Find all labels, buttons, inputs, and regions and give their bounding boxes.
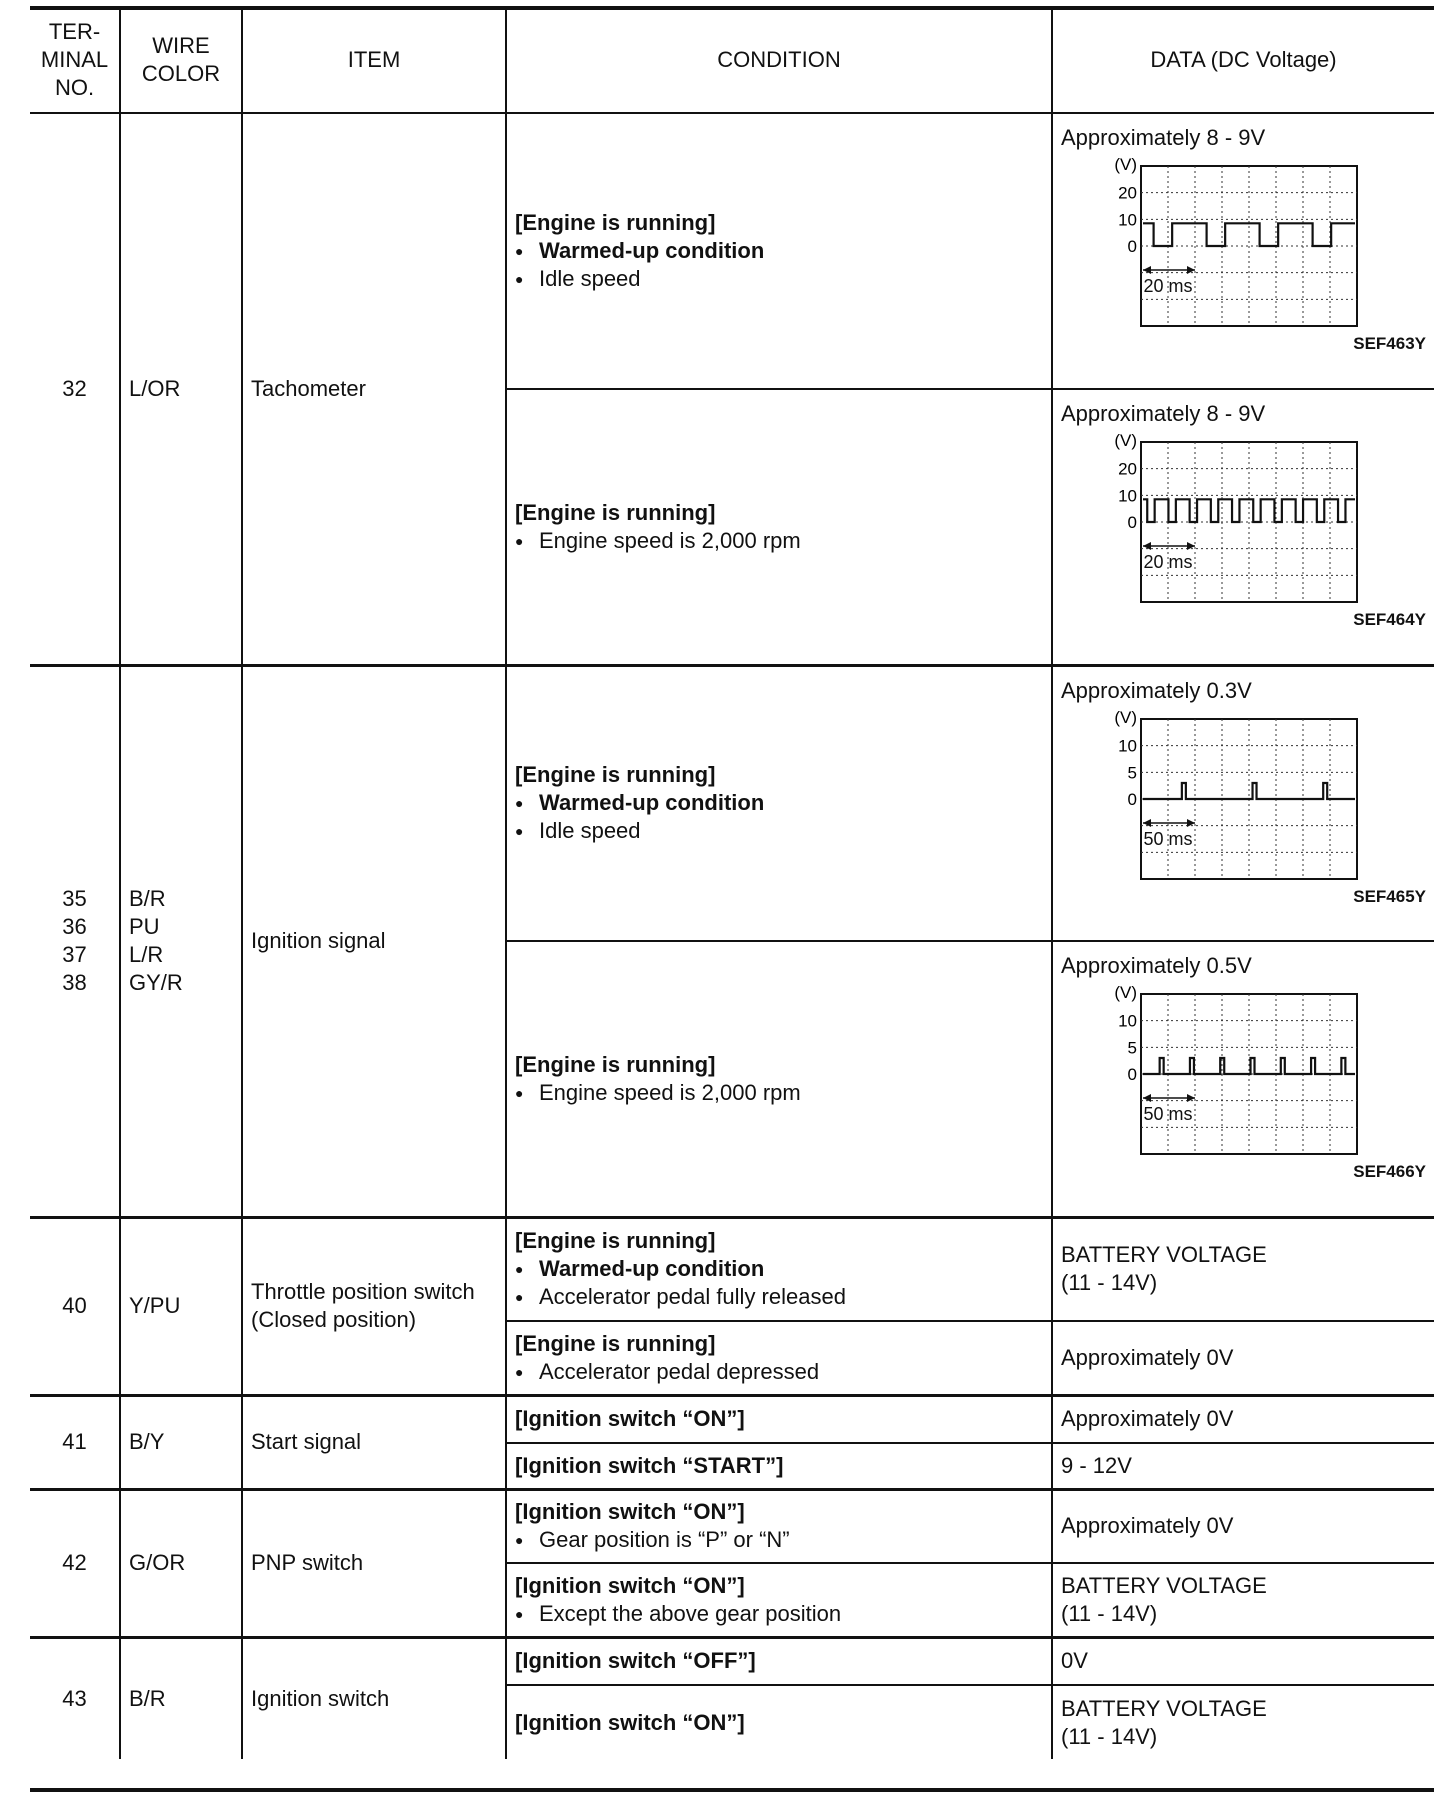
condition-bullets: [515, 1079, 1043, 1107]
header-terminal-line: MINAL: [40, 47, 109, 72]
condition-bullets: [515, 1358, 1043, 1386]
condition-heading: [Engine is running]: [515, 499, 716, 525]
condition-cell: [506, 113, 1052, 389]
y-unit-label: (V): [1114, 158, 1137, 174]
y-tick-label: 20: [1118, 459, 1137, 479]
data-value: Approximately 8 - 9V: [1061, 401, 1266, 426]
y-unit-label: (V): [1114, 710, 1137, 727]
data-value: (11 - 14V): [1061, 1600, 1158, 1626]
condition-bullets: [515, 789, 1043, 845]
terminal-number: 43: [30, 1637, 120, 1759]
time-division-label: 50 ms: [1143, 1104, 1193, 1124]
y-unit-label: (V): [1114, 434, 1137, 450]
header-data: DATA (DC Voltage): [1052, 8, 1434, 113]
condition-heading: [Engine is running]: [515, 210, 716, 235]
data-value: (11 - 14V): [1061, 1723, 1158, 1749]
item-name: Start signal: [242, 1395, 506, 1489]
header-wire-color: [120, 8, 242, 113]
wire-color: L/R: [129, 942, 164, 967]
y-tick-label: 10: [1118, 486, 1137, 506]
data-cell: [1052, 1217, 1434, 1321]
waveform-scope: [1101, 986, 1361, 1156]
data-cell: [1052, 941, 1434, 1217]
time-division-label: 50 ms: [1143, 828, 1193, 849]
data-cell: [1052, 1685, 1434, 1759]
condition-bullet: ● Warmed-up condition: [515, 1255, 1043, 1283]
terminal-number-group: [30, 665, 120, 1217]
terminal-number: 35: [62, 886, 87, 911]
condition-cell: [506, 1489, 1052, 1563]
item-name-line: Throttle position switch: [251, 1279, 475, 1304]
terminal-number: 32: [62, 375, 87, 401]
data-value: BATTERY VOLTAGE: [1061, 1242, 1267, 1268]
data-cell: [1052, 389, 1434, 665]
condition-cell: [506, 941, 1052, 1217]
table-row: [30, 113, 1434, 389]
data-value: Approximately 0.3V: [1061, 677, 1252, 703]
wire-color: L/OR: [120, 113, 242, 665]
condition-heading: [Ignition switch “ON”]: [515, 1572, 745, 1598]
y-tick-label: 0: [1127, 789, 1137, 809]
table-row: [30, 1489, 1434, 1563]
data-value: Approximately 0.5V: [1061, 953, 1252, 978]
data-cell: [1052, 113, 1434, 389]
data-cell: [1052, 665, 1434, 941]
data-value: Approximately 0V: [1052, 1395, 1434, 1443]
y-tick-label: 0: [1127, 1065, 1137, 1084]
condition-bullet: ● Idle speed: [515, 817, 1043, 845]
condition-bullet: ● Accelerator pedal depressed: [515, 1358, 1043, 1386]
condition-heading: [Ignition switch “OFF”]: [506, 1637, 1052, 1685]
wire-color: PU: [129, 914, 160, 939]
wire-color: B/R: [120, 1637, 242, 1759]
figure-reference: SEF466Y: [1353, 1162, 1426, 1181]
y-tick-label: 5: [1127, 1038, 1137, 1058]
data-value: Approximately 8 - 9V: [1061, 125, 1266, 150]
condition-bullet: ● Engine speed is 2,000 rpm: [515, 527, 1043, 555]
item-name: Ignition switch: [242, 1637, 506, 1759]
condition-bullet: ● Idle speed: [515, 265, 1043, 293]
wire-color: B/R: [129, 886, 166, 911]
header-terminal: [30, 8, 120, 113]
data-value: 9 - 12V: [1052, 1443, 1434, 1489]
header-row: [30, 8, 1434, 113]
condition-cell: [506, 389, 1052, 665]
condition-bullet: ● Warmed-up condition: [515, 789, 1043, 817]
y-tick-label: 0: [1127, 513, 1137, 532]
condition-bullet: ● Accelerator pedal fully released: [515, 1283, 1043, 1311]
condition-bullets: [515, 1255, 1043, 1311]
condition-heading: [Engine is running]: [515, 762, 716, 788]
condition-bullet: ● Engine speed is 2,000 rpm: [515, 1079, 1043, 1107]
condition-bullet: ● Gear position is “P” or “N”: [515, 1526, 1043, 1554]
wire-color: GY/R: [129, 970, 183, 995]
figure-reference: SEF464Y: [1353, 610, 1426, 629]
terminal-data-table-page: [30, 8, 1434, 1759]
header-condition: CONDITION: [506, 8, 1052, 113]
condition-bullets: [515, 237, 1043, 293]
table-row: [30, 1395, 1434, 1443]
data-value: 0V: [1052, 1637, 1434, 1685]
condition-bullet: ● Warmed-up condition: [515, 237, 1043, 265]
header-item: ITEM: [242, 8, 506, 113]
item-name-line: (Closed position): [251, 1307, 417, 1332]
time-division-label: 20 ms: [1143, 552, 1193, 572]
condition-cell: [506, 1321, 1052, 1395]
terminal-number: 36: [62, 914, 87, 939]
table-row: [30, 665, 1434, 941]
table-bottom-rule: [30, 1788, 1434, 1792]
header-terminal-line: NO.: [54, 75, 95, 100]
waveform-scope: [1101, 711, 1361, 881]
condition-heading: [Engine is running]: [515, 1228, 716, 1254]
condition-cell: [506, 1217, 1052, 1321]
condition-bullet: ● Except the above gear position: [515, 1600, 1043, 1628]
condition-heading: [Ignition switch “ON”]: [515, 1499, 745, 1525]
y-tick-label: 10: [1118, 1011, 1137, 1031]
wire-color: B/Y: [120, 1395, 242, 1489]
wire-color: Y/PU: [120, 1217, 242, 1395]
item-name: Ignition signal: [242, 665, 506, 1217]
figure-reference: SEF465Y: [1353, 886, 1426, 906]
condition-cell: [506, 1563, 1052, 1637]
item-name: Tachometer: [242, 113, 506, 665]
item-name: [242, 1217, 506, 1395]
y-tick-label: 10: [1118, 210, 1137, 230]
header-wire-line: COLOR: [141, 61, 221, 86]
wire-color: G/OR: [120, 1489, 242, 1637]
terminal-number: 41: [30, 1395, 120, 1489]
data-value: BATTERY VOLTAGE: [1061, 1695, 1267, 1721]
header-terminal-line: TER-: [48, 19, 101, 44]
item-name: PNP switch: [242, 1489, 506, 1637]
terminal-data-table: [30, 8, 1434, 1759]
condition-heading: [Ignition switch “ON”]: [506, 1685, 1052, 1759]
terminal-number: 37: [62, 942, 87, 967]
data-cell: [1052, 1563, 1434, 1637]
data-value: (11 - 14V): [1061, 1270, 1158, 1296]
data-value: Approximately 0V: [1052, 1321, 1434, 1395]
data-value: BATTERY VOLTAGE: [1061, 1572, 1267, 1598]
header-wire-line: WIRE: [152, 33, 210, 58]
y-tick-label: 5: [1127, 762, 1137, 782]
waveform-scope: [1101, 434, 1361, 604]
waveform-scope: [1101, 158, 1361, 328]
y-tick-label: 0: [1127, 237, 1137, 256]
condition-heading: [Engine is running]: [515, 1330, 716, 1356]
condition-cell: [506, 665, 1052, 941]
condition-bullets: [515, 1600, 1043, 1628]
condition-bullets: [515, 1526, 1043, 1554]
condition-heading: [Ignition switch “ON”]: [506, 1395, 1052, 1443]
y-tick-label: 20: [1118, 183, 1137, 203]
figure-reference: SEF463Y: [1353, 334, 1426, 353]
y-tick-label: 10: [1118, 736, 1137, 756]
condition-heading: [Engine is running]: [515, 1051, 716, 1077]
terminal-number: 42: [30, 1489, 120, 1637]
table-row: [30, 1637, 1434, 1685]
terminal-number: 38: [62, 970, 87, 995]
table-row: [30, 1217, 1434, 1321]
time-division-label: 20 ms: [1143, 276, 1193, 296]
condition-heading: [Ignition switch “START”]: [506, 1443, 1052, 1489]
terminal-number: 40: [30, 1217, 120, 1395]
wire-color-group: [120, 665, 242, 1217]
data-value: Approximately 0V: [1052, 1489, 1434, 1563]
condition-bullets: [515, 527, 1043, 555]
y-unit-label: (V): [1114, 986, 1137, 1002]
